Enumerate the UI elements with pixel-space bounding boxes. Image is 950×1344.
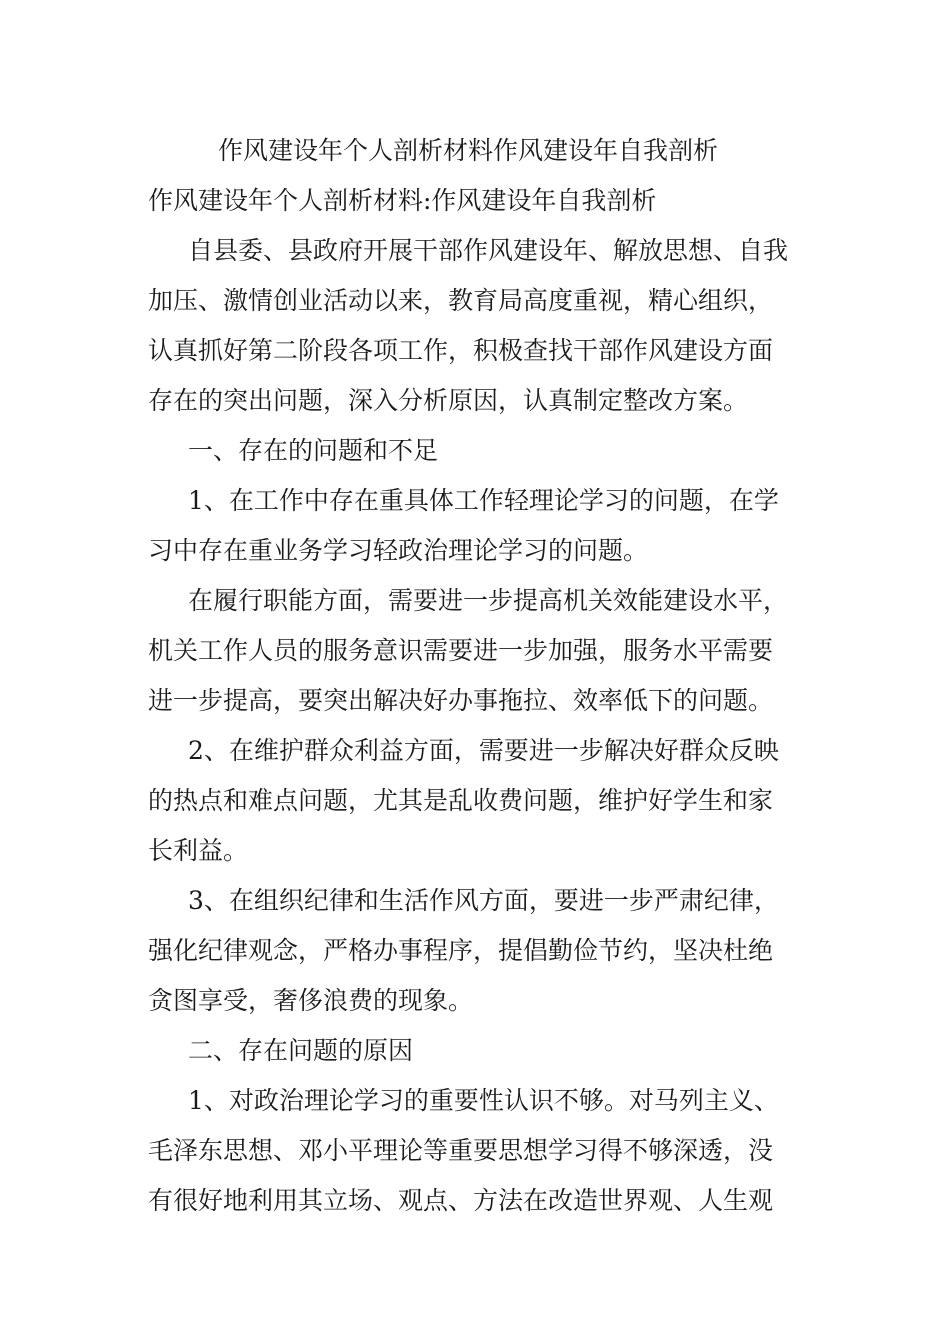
paragraph-line: 毛泽东思想、邓小平理论等重要思想学习得不够深透，没 [148,1136,774,1165]
paragraph-line: 有很好地利用其立场、观点、方法在改造世界观、人生观 [148,1186,774,1215]
paragraph-line: 的热点和难点问题，尤其是乱收费问题，维护好学生和家 [148,786,774,815]
paragraph-line: 2、在维护群众利益方面，需要进一步解决好群众反映 [188,736,779,765]
paragraph-line: 自县委、县政府开展干部作风建设年、解放思想、自我 [188,236,789,265]
paragraph-line: 进一步提高，要突出解决好办事拖拉、效率低下的问题。 [148,686,774,715]
paragraph-line: 贪图享受，奢侈浪费的现象。 [148,986,474,1015]
paragraph-line: 1、对政治理论学习的重要性认识不够。对马列主义、 [188,1086,779,1115]
paragraph-line: 习中存在重业务学习轻政治理论学习的问题。 [148,536,649,565]
paragraph-line: 3、在组织纪律和生活作风方面，要进一步严肃纪律， [188,886,779,915]
section-heading: 一、存在的问题和不足 [188,436,439,465]
paragraph-line: 长利益。 [148,836,249,865]
paragraph-line: 1、在工作中存在重具体工作轻理论学习的问题，在学 [188,486,779,515]
paragraph-line: 加压、激情创业活动以来，教育局高度重视，精心组织， [148,286,774,315]
section-heading: 二、存在问题的原因 [188,1036,414,1065]
document-subtitle: 作风建设年个人剖析材料:作风建设年自我剖析 [148,186,657,215]
paragraph-line: 存在的突出问题，深入分析原因，认真制定整改方案。 [148,386,749,415]
document-title: 作风建设年个人剖析材料作风建设年自我剖析 [218,136,719,165]
paragraph-line: 认真抓好第二阶段各项工作，积极查找干部作风建设方面 [148,336,774,365]
paragraph-line: 机关工作人员的服务意识需要进一步加强，服务水平需要 [148,636,774,665]
paragraph-line: 强化纪律观念，严格办事程序，提倡勤俭节约，坚决杜绝 [148,936,774,965]
paragraph-line: 在履行职能方面，需要进一步提高机关效能建设水平， [188,586,789,615]
